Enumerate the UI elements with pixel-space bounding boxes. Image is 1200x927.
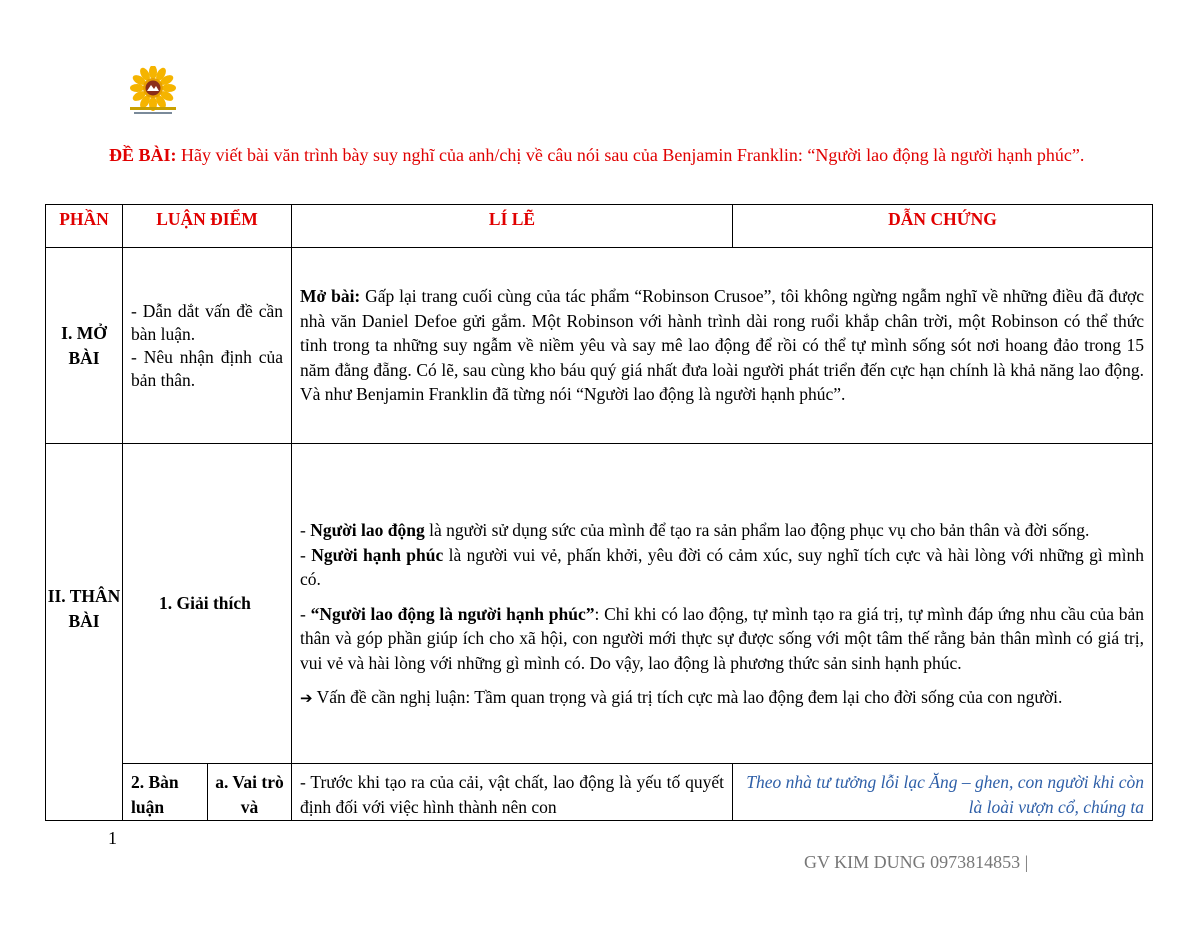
explain-p1-term: Người lao động xyxy=(310,520,425,541)
explain-conclusion xyxy=(300,685,1144,711)
explain-p2-text: là người vui vẻ, phấn khởi, yêu đời có cảm xúc, suy nghĩ tích cực và hài lòng với những gì mình có. xyxy=(300,544,1145,590)
discuss-point: 2. Bàn luận xyxy=(123,764,208,821)
discuss-reasoning: - Trước khi tạo ra của cải, vật chất, lao động là yếu tố quyết định đối với việc hình thành nên con xyxy=(292,764,733,821)
assignment-prompt: Hãy viết bài văn trình bày suy nghĩ của anh/chị về câu nói sau của Benjamin Franklin: “Người lao động là người hạnh phúc”. xyxy=(176,145,1085,165)
intro-point-2: - Nêu nhận định của bản thân. xyxy=(131,346,284,390)
discuss-subpoint: a. Vai trò và xyxy=(208,764,292,821)
explain-p2: - Người hạnh phúc là người vui vẻ, phấn khởi, yêu đời có cảm xúc, suy nghĩ tích cực và hài lòng với những gì mình có. xyxy=(300,544,1145,590)
intro-part: I. MỞ BÀI xyxy=(46,248,123,444)
explain-text xyxy=(292,444,1153,764)
sunflower-logo xyxy=(120,66,186,116)
footer-author: GV KIM DUNG 0973814853 | xyxy=(804,852,1029,872)
discuss-evidence: Theo nhà tư tưởng lỗi lạc Ăng – ghen, con người khi còn là loài vượn cổ, chúng ta xyxy=(733,764,1153,821)
explain-p3-term: “Người lao động là người hạnh phúc” xyxy=(310,603,595,624)
explain-p3-text: : Chỉ khi có lao động, tự mình tạo ra giá trị, tự mình đáp ứng nhu cầu của bản thân và góp phần giúp ích cho xã hội, con người mới thực sự được sống với một tâm thế rằng bản thân mình có giá trị, vui vẻ và hài lòng với những gì mình có. Do vậy, lao động là phương thức sản sinh hạnh phúc. xyxy=(300,603,1145,673)
intro-point-1: - Dẫn dắt vấn đề cần bàn luận. xyxy=(131,300,284,344)
assignment-title xyxy=(109,143,1099,168)
assignment-label: ĐỀ BÀI: xyxy=(109,145,177,165)
essay-outline-table xyxy=(45,204,1153,821)
explain-p1-text: là người sử dụng sức của mình để tạo ra sản phẩm lao động phục vụ cho bản thân và đời sống. xyxy=(424,520,1090,541)
intro-lead: Mở bài: xyxy=(300,286,361,307)
arrow-right-icon: ➔ xyxy=(300,689,313,708)
header-reasoning: LÍ LẼ xyxy=(292,205,733,248)
header-part: PHẦN xyxy=(46,205,123,248)
conclusion-text: Vấn đề cần nghị luận: Tầm quan trọng và giá trị tích cực mà lao động đem lại cho đời sống của con người. xyxy=(312,687,1063,708)
page-number: 1 xyxy=(108,828,117,848)
explain-p1: - Người lao động là người sử dụng sức của mình để tạo ra sản phẩm lao động phục vụ cho bản thân và đời sống. xyxy=(300,520,1090,541)
explain-p2-term: Người hạnh phúc xyxy=(311,544,444,565)
intro-text xyxy=(292,248,1153,444)
body-explain-row xyxy=(46,444,1153,764)
intro-row xyxy=(46,248,1153,444)
explain-point xyxy=(123,444,292,764)
intro-paragraph: Gấp lại trang cuối cùng của tác phẩm “Robinson Crusoe”, tôi không ngừng ngẫm nghĩ về những điều đã được nhà văn Daniel Defoe gửi gắm. Một Robinson với hành trình dài rong ruổi khắp chân trời, một Robinson có thể thức tỉnh trong ta những suy ngẫm về niềm yêu và say mê lao động để rồi có thể tự mình sống sót nơi hoang đảo trong 15 năm đằng đẵng. Có lẽ, sau cùng kho báu quý giá nhất đưa loài người phát triển đến cực hạn chính là khả năng lao động. Và như Benjamin Franklin đã từng nói “Người lao động là người hạnh phúc”. xyxy=(300,286,1145,405)
explain-point-label: 1. Giải thích xyxy=(159,593,251,613)
header-point: LUẬN ĐIỂM xyxy=(123,205,292,248)
table-header-row xyxy=(46,205,1153,248)
header-evidence: DẪN CHỨNG xyxy=(733,205,1153,248)
body-discuss-row xyxy=(46,764,1153,821)
intro-points xyxy=(123,248,292,444)
explain-p3: - “Người lao động là người hạnh phúc”: Chỉ khi có lao động, tự mình tạo ra giá trị, tự mình đáp ứng nhu cầu của bản thân và góp phần giúp ích cho xã hội, con người mới thực sự được sống với một tâm thế rằng bản thân mình có giá trị, vui vẻ và hài lòng với những gì mình có. Do vậy, lao động là phương thức sản sinh hạnh phúc. xyxy=(300,603,1145,673)
body-part: II. THÂN BÀI xyxy=(46,444,123,821)
